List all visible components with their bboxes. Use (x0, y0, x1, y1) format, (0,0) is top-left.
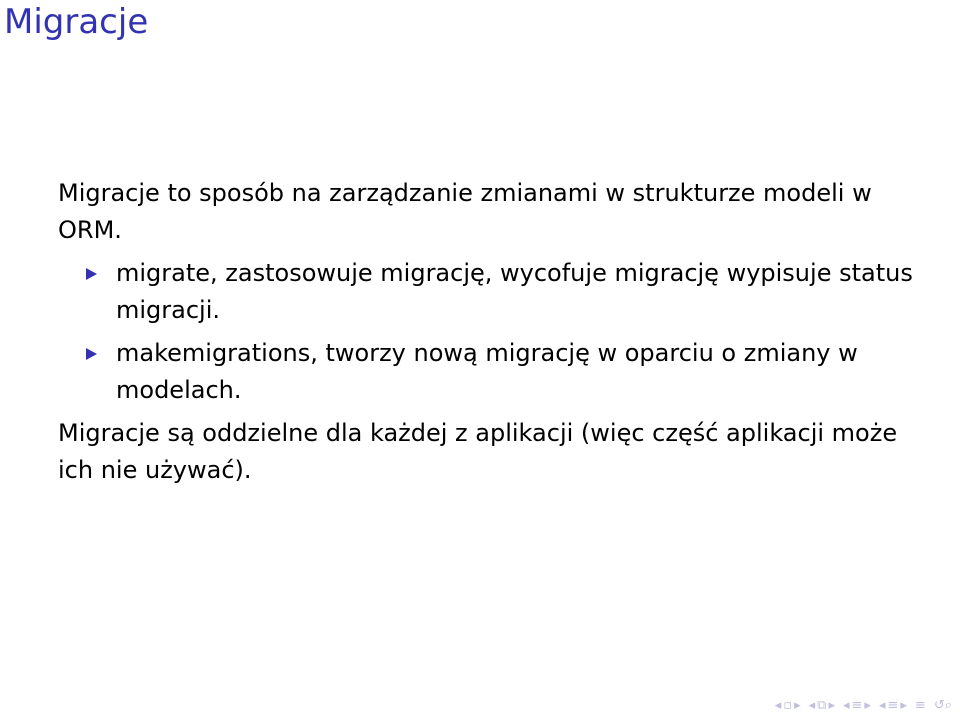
bullet-item-migrate (58, 255, 918, 329)
arrow-left-icon[interactable]: ◂ (878, 698, 886, 713)
arrow-right-icon[interactable]: ▸ (864, 698, 871, 713)
arrow-right-icon[interactable]: ▸ (828, 698, 835, 713)
bullet-item-makemigrations (58, 335, 918, 409)
nav-frame-group (775, 698, 801, 714)
nav-subsection-group (809, 698, 835, 714)
arrow-left-icon[interactable]: ◂ (808, 698, 816, 713)
section-icon[interactable]: ≡ (887, 698, 899, 713)
slide-body (58, 175, 918, 489)
slide-title: Migracje (4, 2, 149, 42)
arrow-left-icon[interactable]: ◂ (774, 698, 782, 713)
bullet-text: makemigrations, tworzy nową migrację w oparciu o zmiany w modelach. (116, 339, 858, 404)
nav-section-group (843, 698, 871, 714)
outro-paragraph: Migracje są oddzielne dla każdej z aplikacji (więc część aplikacji może ich nie używać). (58, 419, 898, 484)
frame-icon[interactable]: ▫ (783, 698, 793, 713)
triangle-bullet-icon (86, 268, 97, 280)
arrow-right-icon[interactable]: ▸ (900, 698, 907, 713)
arrow-left-icon[interactable]: ◂ (842, 698, 850, 713)
bullet-list (58, 255, 918, 409)
triangle-bullet-icon (86, 348, 97, 360)
beamer-navigation-bar (775, 698, 952, 714)
nav-presentation-group (879, 698, 907, 714)
section-icon[interactable]: ≡ (851, 698, 863, 713)
subsection-icon[interactable]: ⧉ (817, 698, 827, 713)
align-icon[interactable]: ≡ (914, 698, 926, 713)
search-icon[interactable]: ↺⌕ (933, 698, 952, 713)
bullet-text: migrate, zastosowuje migrację, wycofuje migrację wypisuje status migracji. (116, 259, 913, 324)
arrow-right-icon[interactable]: ▸ (794, 698, 801, 713)
intro-paragraph: Migracje to sposób na zarządzanie zmianami w strukturze modeli w ORM. (58, 179, 872, 244)
